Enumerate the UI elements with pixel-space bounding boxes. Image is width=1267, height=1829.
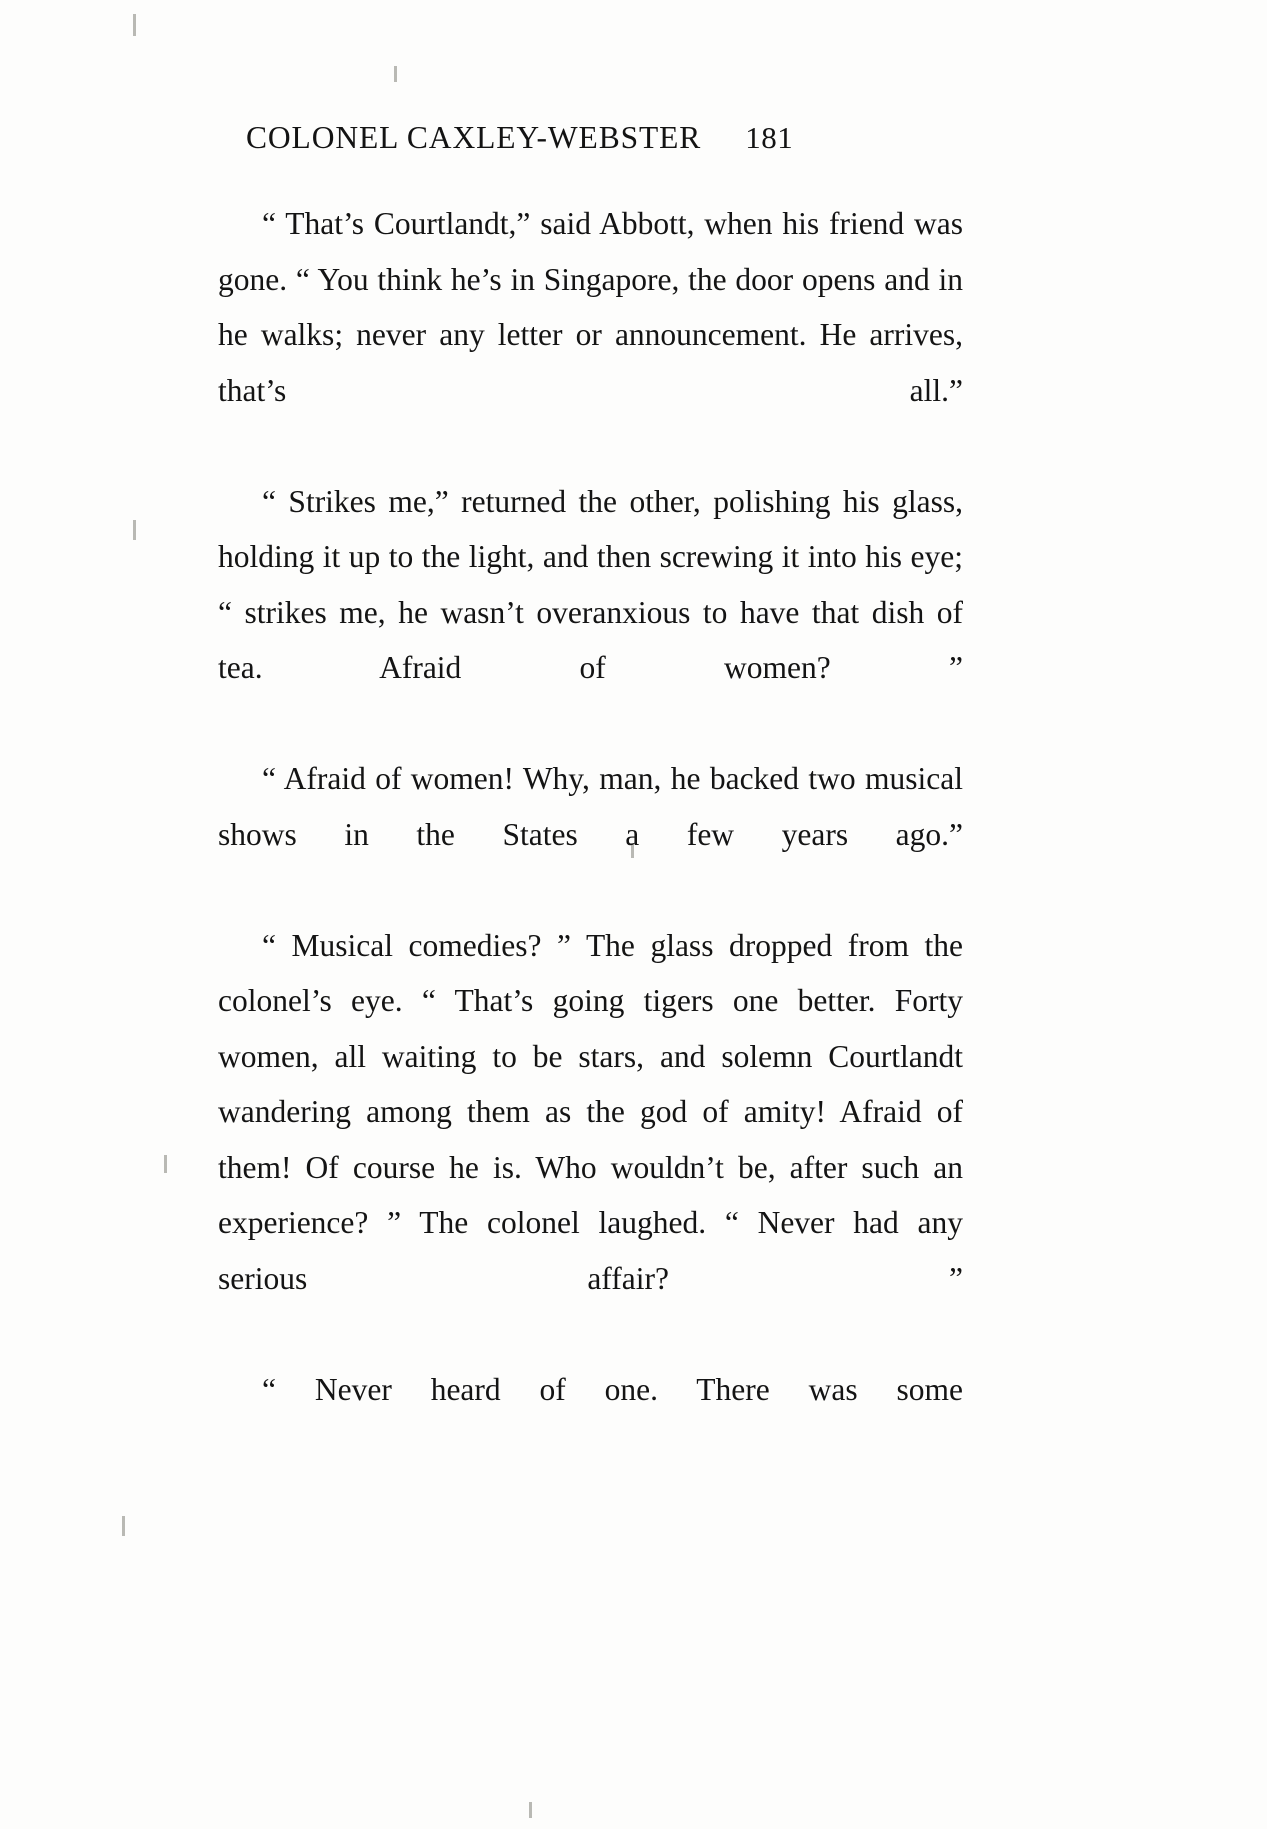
running-head (246, 120, 963, 156)
scan-speck (122, 1516, 125, 1536)
body-paragraph: “ That’s Courtlandt,” said Abbott, when his friend was gone. “ You think he’s in Singapore, the door opens and in he walks; never any letter or announcement. He arrives, that’s all.” (218, 206, 963, 408)
page-content (218, 120, 963, 1473)
scan-speck (133, 14, 136, 36)
scan-speck (133, 520, 136, 540)
scan-speck (164, 1155, 167, 1173)
page-number: 181 (745, 120, 794, 155)
scan-speck (394, 66, 397, 82)
body-paragraph: “ Never heard of one. There was some (262, 1371, 963, 1407)
body-paragraph: “ Afraid of women! Why, man, he backed two musical shows in the States a few years ago.” (218, 761, 963, 852)
body-paragraph: “ Strikes me,” returned the other, polishing his glass, holding it up to the light, and then screwing it into his eye; “ strikes me, he wasn’t overanxious to have that dish of tea. Afraid of women? ” (218, 483, 963, 685)
body-paragraph: “ Musical comedies? ” The glass dropped from the colonel’s eye. “ That’s going tigers one better. Forty women, all waiting to be stars, and solemn Courtlandt wandering among them as the god of amity! Afraid of them! Of course he is. Who wouldn’t be, after such an experience? ” The colonel laughed. “ Never had any serious affair? ” (218, 927, 963, 1296)
page-title: COLONEL CAXLEY-WEBSTER (246, 120, 702, 155)
scan-speck (529, 1802, 532, 1818)
